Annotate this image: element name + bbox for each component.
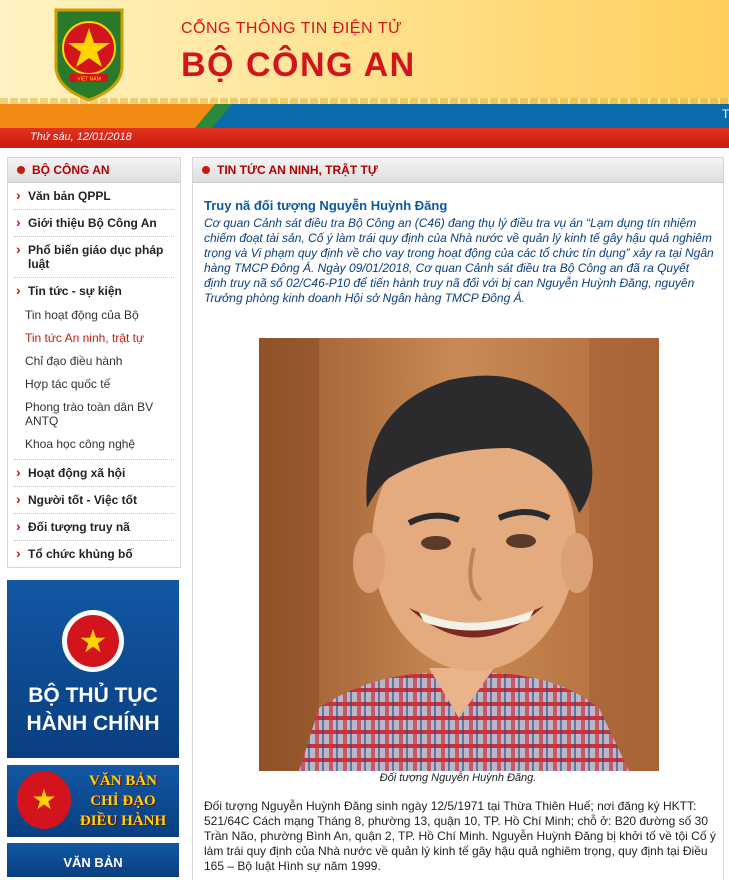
article-body: Đối tượng Nguyễn Huỳnh Đăng sinh ngày 12/5/1971 tại Thừa Thiên Huế; nơi đăng ký HKTT: 521/64C Cách mạng Tháng 8, phường 13, quận 10, TP. Hồ Chí Minh; chỗ ở: B20 đường số 30 Trần Não, phường Bình An, quận 2, TP. Hồ Chí Minh. Nguyễn Huỳnh Đăng bị khởi tố về tội Cố ý làm trái quy định của Nhà nước về quản lý kinh tế gây hậu quả nghiêm trọng, quy định tại Điều 165 – Bộ luật Hình sự năm 1999.: [204, 799, 716, 873]
news-ticker[interactable]: T: [722, 107, 729, 121]
sidebar-subitem-security-news[interactable]: Tin tức An ninh, trật tự: [25, 331, 145, 345]
section-title[interactable]: TIN TỨC AN NINH, TRẬT TỰ: [217, 163, 378, 177]
article-lead: Cơ quan Cảnh sát điều tra Bộ Công an (C46) đang thụ lý điều tra vụ án “Lạm dụng tín nhiệm chiếm đoạt tài sản, Cố ý làm trái quy định của Nhà nước về quản lý kinh tế gây hậu quả nghiêm trọng và Vi phạm quy định về cho vay trong hoạt động của các tổ chức tín dụng” xảy ra tại Ngân hàng TMCP Đông Á. Ngày 09/01/2018, Cơ quan Cảnh sát điều tra Bộ Công an đã ra Quyết định truy nã số 02/C46-P10 để tiến hành truy nã đối với bị can Nguyễn Huỳnh Đăng, nguyên Trưởng phòng kinh doanh Hội sở Ngân hàng TMCP Đông Á.: [204, 216, 714, 305]
sidebar-subitem-ministry-news[interactable]: Tin hoạt động của Bộ: [25, 308, 139, 322]
sidebar-item-terrorism[interactable]: › Tổ chức khủng bố: [14, 541, 174, 567]
national-emblem-icon: ★: [17, 771, 71, 829]
sidebar-subitem-directives[interactable]: Chỉ đạo điều hành: [25, 354, 123, 368]
bullet-icon: [202, 166, 210, 174]
banner-directive-line2: CHỈ ĐẠO: [90, 793, 156, 809]
sidebar-header: [8, 158, 180, 183]
sidebar-title: BỘ CÔNG AN: [32, 163, 110, 177]
sidebar-item-good-people[interactable]: › Người tốt - Việc tốt: [14, 487, 174, 514]
sidebar-subitem-international[interactable]: Hợp tác quốc tế: [25, 377, 111, 391]
sidebar-subitem-movement[interactable]: Phong trào toàn dân BV ANTQ: [25, 400, 154, 428]
emblem-text: VIỆT NAM: [77, 76, 101, 83]
bullet-icon: [17, 166, 25, 174]
sidebar-item-social[interactable]: › Hoạt động xã hội: [14, 460, 174, 487]
sidebar-item-legal-docs[interactable]: › Văn bản QPPL: [14, 183, 174, 210]
section-header: [193, 158, 723, 183]
sidebar-item-news[interactable]: › Tin tức - sự kiện: [14, 278, 174, 304]
admin-procedures-banner[interactable]: [7, 580, 179, 758]
sidebar: [7, 157, 181, 568]
portal-subtitle: CỔNG THÔNG TIN ĐIỆN TỬ: [181, 20, 403, 37]
article-title[interactable]: Truy nã đối tượng Nguyễn Huỳnh Đăng: [204, 198, 448, 213]
current-date: Thứ sáu, 12/01/2018: [30, 131, 132, 143]
sidebar-item-wanted[interactable]: › Đối tượng truy nã: [14, 514, 174, 541]
sidebar-subitem-science[interactable]: Khoa học công nghệ: [14, 433, 174, 460]
banner-documents-text: VĂN BẢN: [63, 855, 123, 870]
main-content: [192, 157, 724, 880]
sidebar-item-about[interactable]: › Giới thiệu Bộ Công An: [14, 210, 174, 237]
sidebar-item-law-education[interactable]: › Phổ biến giáo dục pháp luật: [14, 237, 174, 278]
photo-caption: Đối tượng Nguyễn Huỳnh Đăng.: [379, 772, 537, 784]
documents-banner[interactable]: [7, 843, 179, 877]
date-bar: [0, 128, 729, 148]
police-emblem-icon[interactable]: [48, 6, 130, 102]
banner-directive-line1: VĂN BẢN: [89, 773, 157, 789]
banner-procedures-line2: HÀNH CHÍNH: [26, 712, 160, 735]
site-header: [0, 0, 729, 128]
banner-directive-line3: ĐIỀU HÀNH: [79, 813, 167, 829]
banner-directive-text: [69, 771, 177, 831]
directive-documents-banner[interactable]: [7, 765, 179, 837]
sidebar-menu: [8, 183, 180, 567]
header-stripe: [0, 104, 729, 128]
banner-procedures-line1: BỘ THỦ TỤC: [28, 684, 158, 707]
portal-title[interactable]: BỘ CÔNG AN: [181, 46, 416, 84]
police-badge-icon: ★: [62, 610, 124, 672]
suspect-photo: [259, 338, 659, 771]
